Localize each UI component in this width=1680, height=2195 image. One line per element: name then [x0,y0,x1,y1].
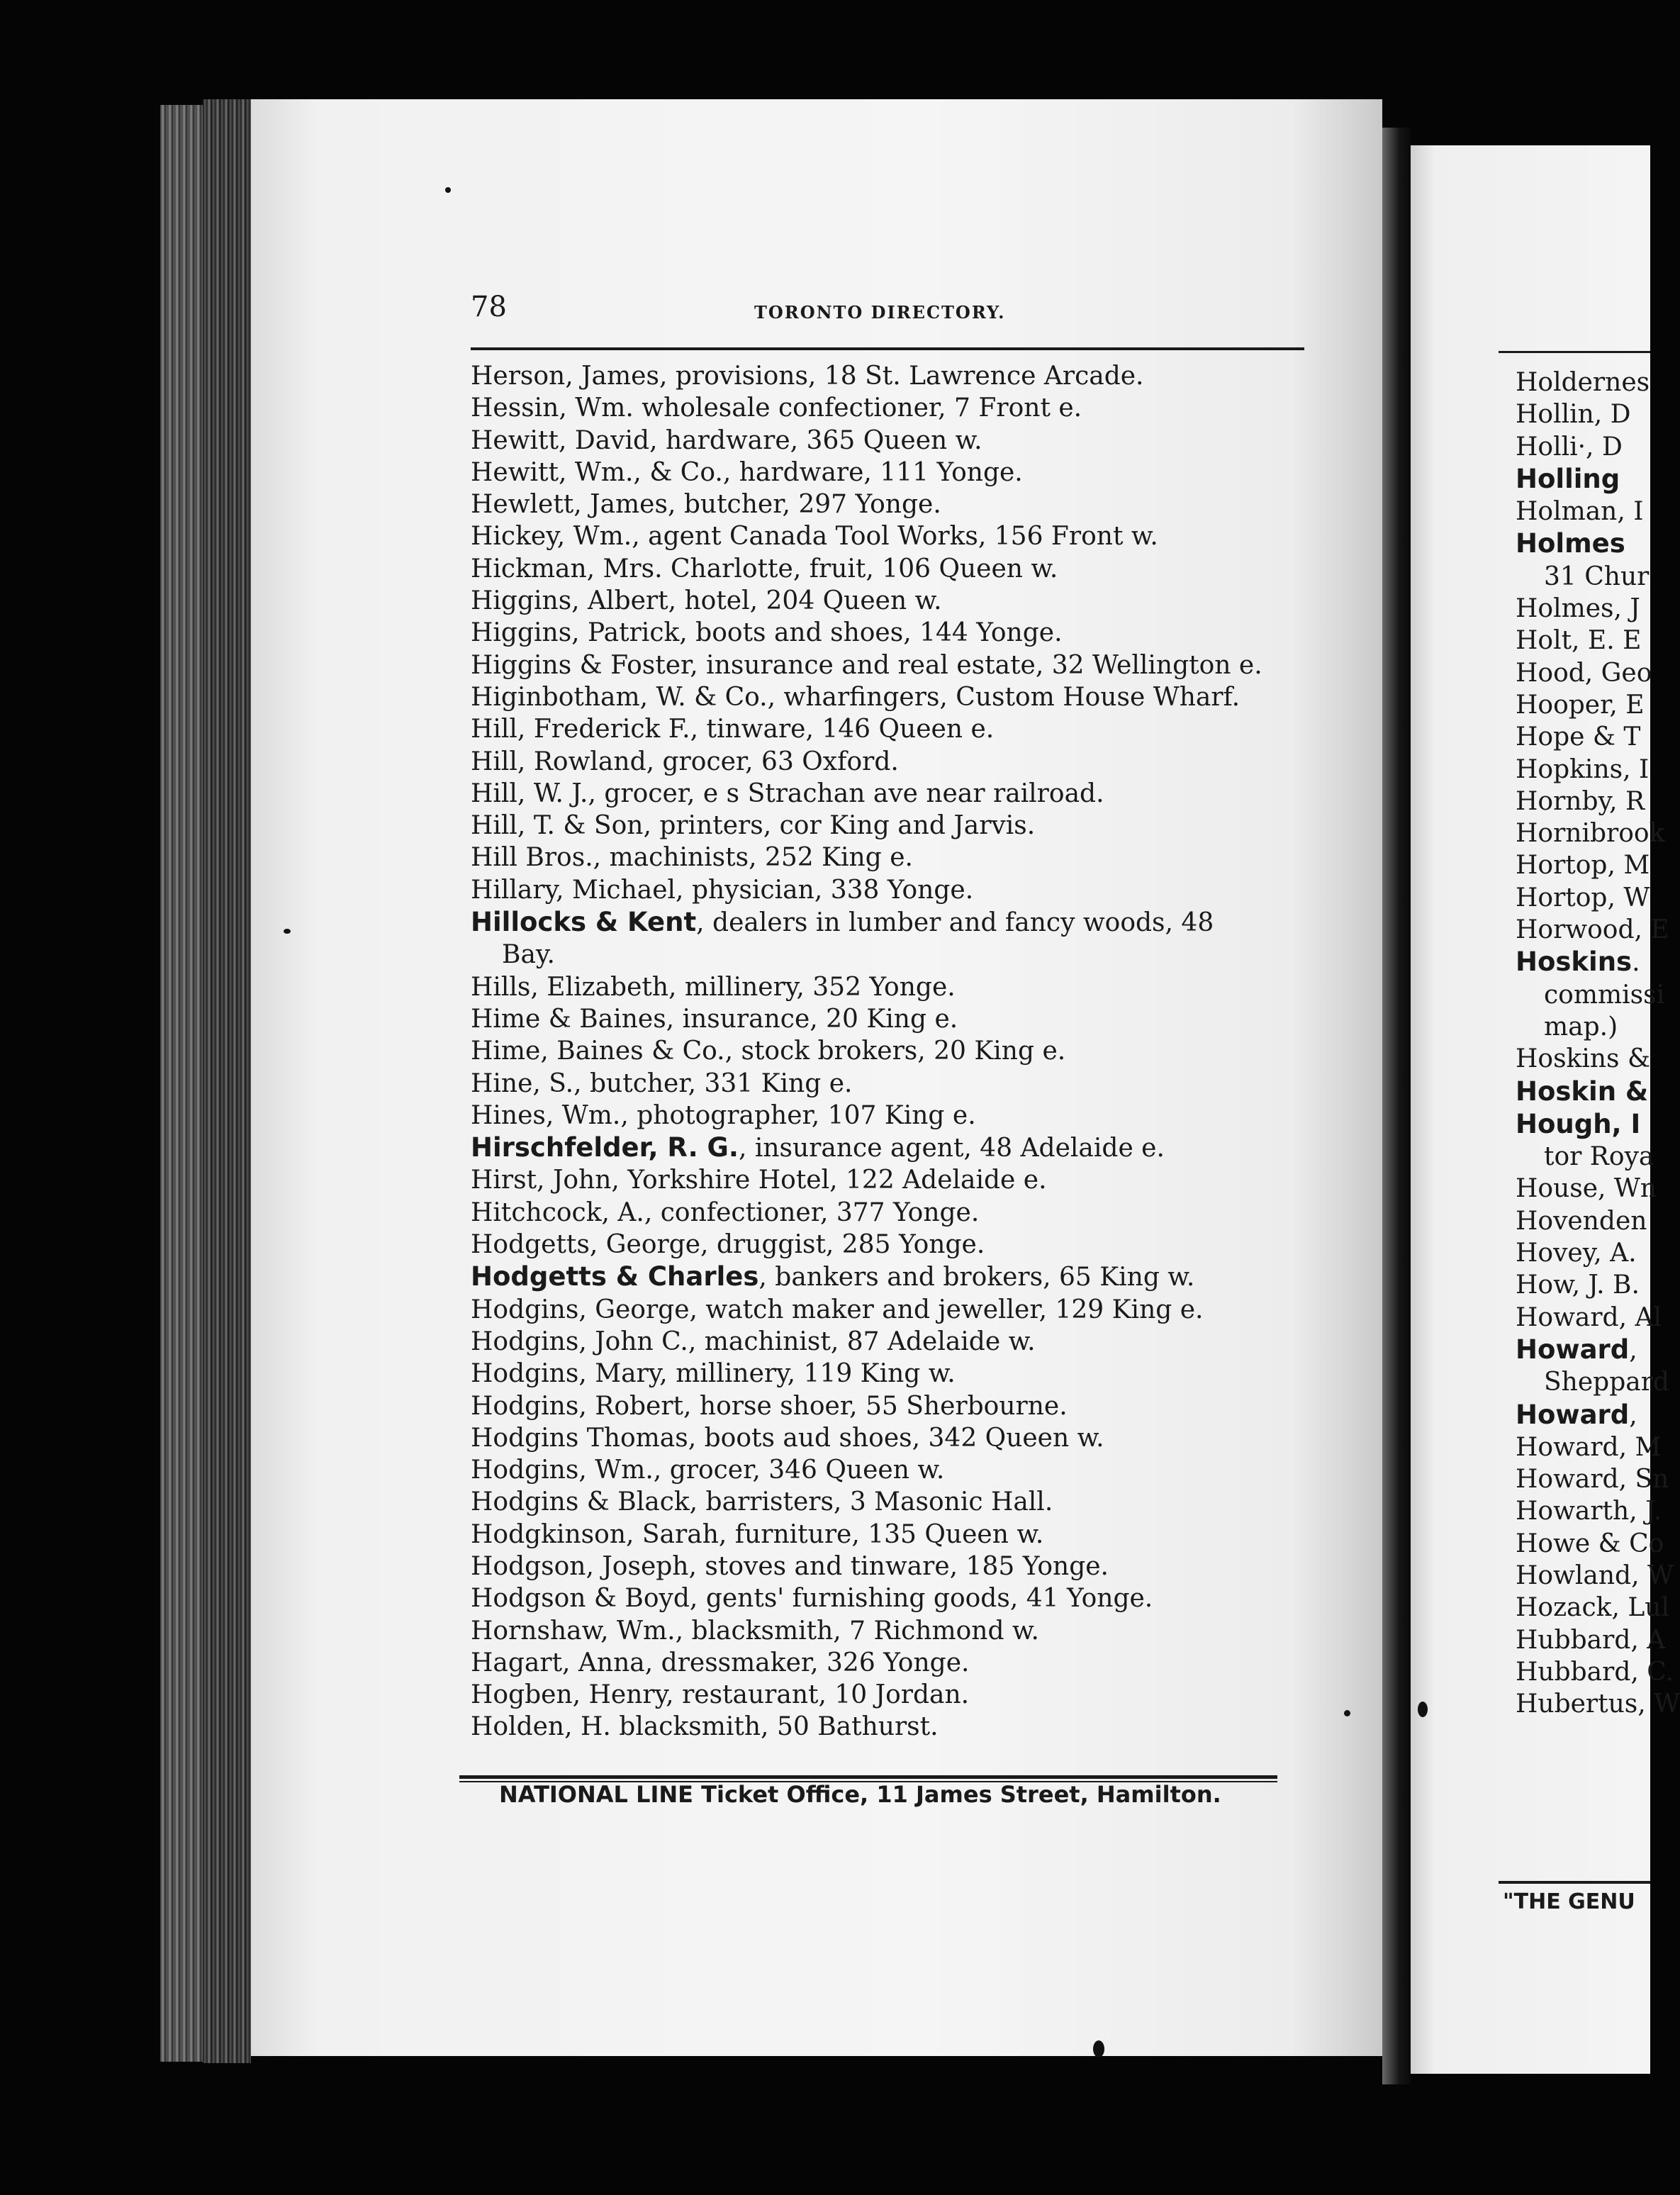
entry-name-bold: Hodgetts & Charles [471,1261,759,1292]
entry-text: Hill, T. & Son, printers, cor King and Jarvis. [471,811,1036,841]
entry-text: Hill Bros., machinists, 252 King e. [471,843,913,873]
entry-text: commissi [1544,980,1665,1010]
directory-entry [471,488,1314,520]
directory-entry [1516,786,1680,817]
entry-text: , dealers in lumber and fancy woods, 48 [696,908,1214,938]
directory-entry [471,1551,1314,1582]
entry-text: Hodgins Thomas, boots aud shoes, 342 Queen w. [471,1423,1104,1453]
directory-entry [471,906,1314,939]
directory-entry [1516,367,1680,398]
entry-text: Howard, Sn [1516,1465,1669,1495]
entry-text: Higgins, Patrick, boots and shoes, 144 Yonge. [471,618,1063,648]
entry-text: 31 Chur [1544,562,1650,591]
entry-text: Hill, Rowland, grocer, 63 Oxford. [471,747,899,776]
directory-entry [471,1294,1314,1326]
directory-entry [1516,1560,1680,1592]
directory-entry [1516,1011,1680,1043]
entry-text: Howland, W [1516,1560,1674,1590]
entry-text: Horwood, E [1516,915,1669,945]
entry-text: Hornby, R [1516,786,1645,816]
directory-entry [1516,1108,1680,1141]
entry-name-bold: Holling [1516,463,1620,494]
directory-entry [1516,625,1680,657]
directory-entry [1516,914,1680,946]
entry-text: Howard, Al [1516,1302,1662,1332]
entry-text: Hubbard, C. [1516,1657,1674,1687]
directory-entry [1516,463,1680,496]
entry-text: Hime & Baines, insurance, 20 King e. [471,1004,958,1034]
directory-entry [471,1486,1314,1518]
entry-text: Hessin, Wm. wholesale confectioner, 7 Front e. [471,393,1082,423]
entry-text: Hine, S., butcher, 331 King e. [471,1068,853,1098]
directory-entry [1516,1366,1680,1398]
directory-entry [471,1100,1314,1132]
entry-name-bold: Hillocks & Kent [471,907,697,938]
entry-text: Hirst, John, Yorkshire Hotel, 122 Adelaide e. [471,1166,1047,1195]
directory-entry [471,1679,1314,1711]
directory-entry [1516,1302,1680,1334]
directory-entry [1516,754,1680,786]
directory-entry [1516,1076,1680,1108]
directory-entry [1516,1237,1680,1269]
entry-text: Sheppard [1544,1368,1669,1397]
directory-entry [1516,398,1680,430]
directory-entry [471,1454,1314,1486]
running-head: TORONTO DIRECTORY. [754,302,1006,323]
directory-entries [471,360,1314,1743]
entry-text: Hodgins, Robert, horse shoer, 55 Sherbourne. [471,1391,1068,1421]
entry-text: , insurance agent, 48 Adelaide e. [738,1134,1165,1163]
directory-entry [1516,882,1680,914]
directory-entry [471,649,1314,681]
directory-entry [471,1132,1314,1164]
directory-entry [471,360,1314,392]
entry-text: Hime, Baines & Co., stock brokers, 20 King e. [471,1037,1066,1066]
entry-text: Hubertus, W [1516,1689,1680,1719]
directory-entry [1516,527,1680,560]
entry-text: Hortop, M [1516,851,1650,881]
directory-entry [471,585,1314,617]
directory-entry [471,1358,1314,1390]
entry-text: Hodgkinson, Sarah, furniture, 135 Queen w. [471,1519,1044,1549]
directory-entry [471,425,1314,457]
entry-text: Hodgson, Joseph, stoves and tinware, 185 Yonge. [471,1551,1109,1581]
entry-text: Hoskins & [1516,1044,1651,1074]
entry-text: Holmes, J [1516,594,1640,624]
directory-entry [1516,1592,1680,1624]
entry-text: Holman, I [1516,497,1644,527]
entry-text: Hovenden [1516,1206,1647,1236]
directory-entry [1516,721,1680,753]
directory-entry [1516,657,1680,689]
entry-text: Hopkins, I [1516,754,1650,784]
right-page-footer-rule [1499,1881,1650,1884]
entry-text: Higinbotham, W. & Co., wharfingers, Custom House Wharf. [471,682,1241,712]
speck [1344,1710,1350,1716]
directory-entry [1516,946,1680,978]
header-rule [471,347,1304,350]
footer-rule [459,1775,1277,1779]
entry-text: map.) [1544,1012,1618,1041]
page-number: 78 [471,291,507,323]
entry-text: Hornshaw, Wm., blacksmith, 7 Richmond w. [471,1616,1039,1646]
entry-name-bold: Hoskin & [1516,1076,1649,1107]
entry-text: Hagart, Anna, dressmaker, 326 Yonge. [471,1648,970,1677]
directory-entry [471,1390,1314,1422]
entry-text: Hodgins, George, watch maker and jeweller, 129 King e. [471,1295,1204,1324]
entry-text: Hills, Elizabeth, millinery, 352 Yonge. [471,972,956,1002]
entry-text: Hogben, Henry, restaurant, 10 Jordan. [471,1680,970,1710]
entry-text: How, J. B. [1516,1270,1640,1300]
entry-text: Hornibrook [1516,819,1665,849]
directory-entry [471,520,1314,552]
directory-entry [1516,1141,1680,1173]
directory-entry [471,1647,1314,1679]
entry-text: . [1632,948,1640,978]
entry-text: Hillary, Michael, physician, 338 Yonge. [471,875,974,905]
directory-entry [471,617,1314,649]
entry-text: Hodgins, John C., machinist, 87 Adelaide w. [471,1327,1036,1356]
entry-text: Hill, W. J., grocer, e s Strachan ave near railroad. [471,778,1104,808]
entry-text: Hubbard, A [1516,1625,1666,1655]
book-spine-edge [203,99,251,2063]
directory-entry [1516,849,1680,881]
entry-text: Hines, Wm., photographer, 107 King e. [471,1100,976,1130]
directory-entry [471,1229,1314,1261]
directory-entry [471,971,1314,1003]
directory-entry [471,1068,1314,1100]
entry-text: Hickman, Mrs. Charlotte, fruit, 106 Queen w. [471,554,1058,583]
directory-entry [1516,1334,1680,1366]
entry-text: Hodgetts, George, druggist, 285 Yonge. [471,1230,985,1260]
entry-text: Hewitt, Wm., & Co., hardware, 111 Yonge. [471,457,1023,487]
directory-entry [471,1197,1314,1229]
entry-name-bold: Howard [1516,1399,1630,1430]
directory-entry [471,842,1314,873]
entry-text: Hozack, Lul [1516,1593,1669,1623]
directory-entry [1516,1043,1680,1075]
directory-entry [471,1003,1314,1035]
entry-text: Hickey, Wm., agent Canada Tool Works, 156 Front w. [471,522,1158,552]
speck [445,187,451,193]
directory-entry [471,1035,1314,1067]
footer-advertisement: NATIONAL LINE Ticket Office, 11 James Street, Hamilton. [499,1781,1221,1808]
entry-text: Hollin, D [1516,400,1631,430]
entry-text: House, Wn [1516,1174,1657,1204]
directory-entry [1516,496,1680,527]
speck [1418,1702,1428,1717]
directory-entry [471,713,1314,745]
directory-entry [471,778,1314,810]
entry-text: Hodgins, Wm., grocer, 346 Queen w. [471,1456,945,1485]
entry-name-bold: Hough, I [1516,1108,1641,1139]
directory-entry [1516,1528,1680,1560]
entry-text: Hitchcock, A., confectioner, 377 Yonge. [471,1197,980,1227]
directory-entry [1516,1624,1680,1656]
right-page-footer: "THE GENU [1503,1889,1635,1914]
directory-entry [1516,1656,1680,1688]
directory-entry [471,1164,1314,1196]
directory-entry [471,746,1314,778]
entry-text: Hood, Geo [1516,658,1652,688]
page-header [471,291,1307,330]
entry-text: Bay. [502,940,555,970]
entry-text: Herson, James, provisions, 18 St. Lawrence Arcade. [471,362,1144,391]
right-page-entries [1516,367,1680,1720]
directory-entry [1516,593,1680,625]
entry-text: Holli·, D [1516,432,1623,462]
directory-entry [1516,1205,1680,1237]
directory-entry [1516,431,1680,463]
entry-text: Hodgins & Black, barristers, 3 Masonic Hall. [471,1487,1053,1517]
directory-entry [471,457,1314,488]
entry-text: Holden, H. blacksmith, 50 Bathurst. [471,1712,939,1742]
directory-entry [1516,979,1680,1011]
right-page-header-rule [1499,351,1650,353]
entry-text: Hodgins, Mary, millinery, 119 King w. [471,1359,956,1389]
directory-entry [471,1261,1314,1293]
directory-entry [471,939,1314,971]
directory-entry [1516,1688,1680,1720]
directory-entry [1516,1431,1680,1463]
directory-entry [471,1326,1314,1358]
entry-name-bold: Hoskins [1516,946,1633,978]
directory-entry [1516,1269,1680,1301]
book-edge [160,105,203,2062]
directory-entry [471,1422,1314,1454]
directory-entry [1516,817,1680,849]
directory-entry [471,553,1314,585]
directory-entry [471,392,1314,424]
directory-entry [471,874,1314,906]
directory-entry [471,810,1314,842]
directory-entry [1516,1463,1680,1495]
directory-entry [471,1519,1314,1551]
directory-entry [1516,1495,1680,1527]
book-gutter [1382,128,1411,2084]
entry-text: Higgins, Albert, hotel, 204 Queen w. [471,586,942,616]
entry-text: , [1629,1400,1637,1430]
entry-text: Hodgson & Boyd, gents' furnishing goods, 41 Yonge. [471,1584,1153,1614]
entry-text: Holdernes [1516,368,1650,397]
directory-entry [471,1615,1314,1647]
entry-text: Howard, M [1516,1432,1662,1462]
speck [284,929,291,934]
entry-text: Hewlett, James, butcher, 297 Yonge. [471,490,941,520]
entry-text: tor Roya [1544,1142,1654,1172]
entry-text: Hill, Frederick F., tinware, 146 Queen e. [471,715,995,744]
entry-name-bold: Holmes [1516,528,1625,559]
entry-text: Hovey, A. [1516,1239,1637,1268]
entry-text: , bankers and brokers, 65 King w. [758,1263,1195,1292]
entry-text: Holt, E. E [1516,626,1642,656]
entry-text: Howe & Co [1516,1529,1664,1558]
entry-text: Howarth, J. [1516,1497,1662,1526]
entry-text: , [1629,1335,1637,1365]
entry-text: Hewitt, David, hardware, 365 Queen w. [471,425,982,455]
directory-entry [1516,561,1680,593]
entry-text: Hope & T [1516,722,1641,752]
entry-name-bold: Howard [1516,1334,1630,1365]
right-page [1411,145,1680,2074]
entry-text: Higgins & Foster, insurance and real estate, 32 Wellington e. [471,650,1262,680]
directory-entry [471,1582,1314,1614]
directory-entry [471,1711,1314,1743]
directory-entry [1516,1399,1680,1431]
directory-entry [1516,1173,1680,1205]
directory-entry [1516,689,1680,721]
entry-text: Hortop, W [1516,883,1650,912]
entry-name-bold: Hirschfelder, R. G. [471,1132,739,1163]
directory-entry [471,681,1314,713]
entry-text: Hooper, E [1516,690,1645,720]
speck [1093,2040,1104,2057]
